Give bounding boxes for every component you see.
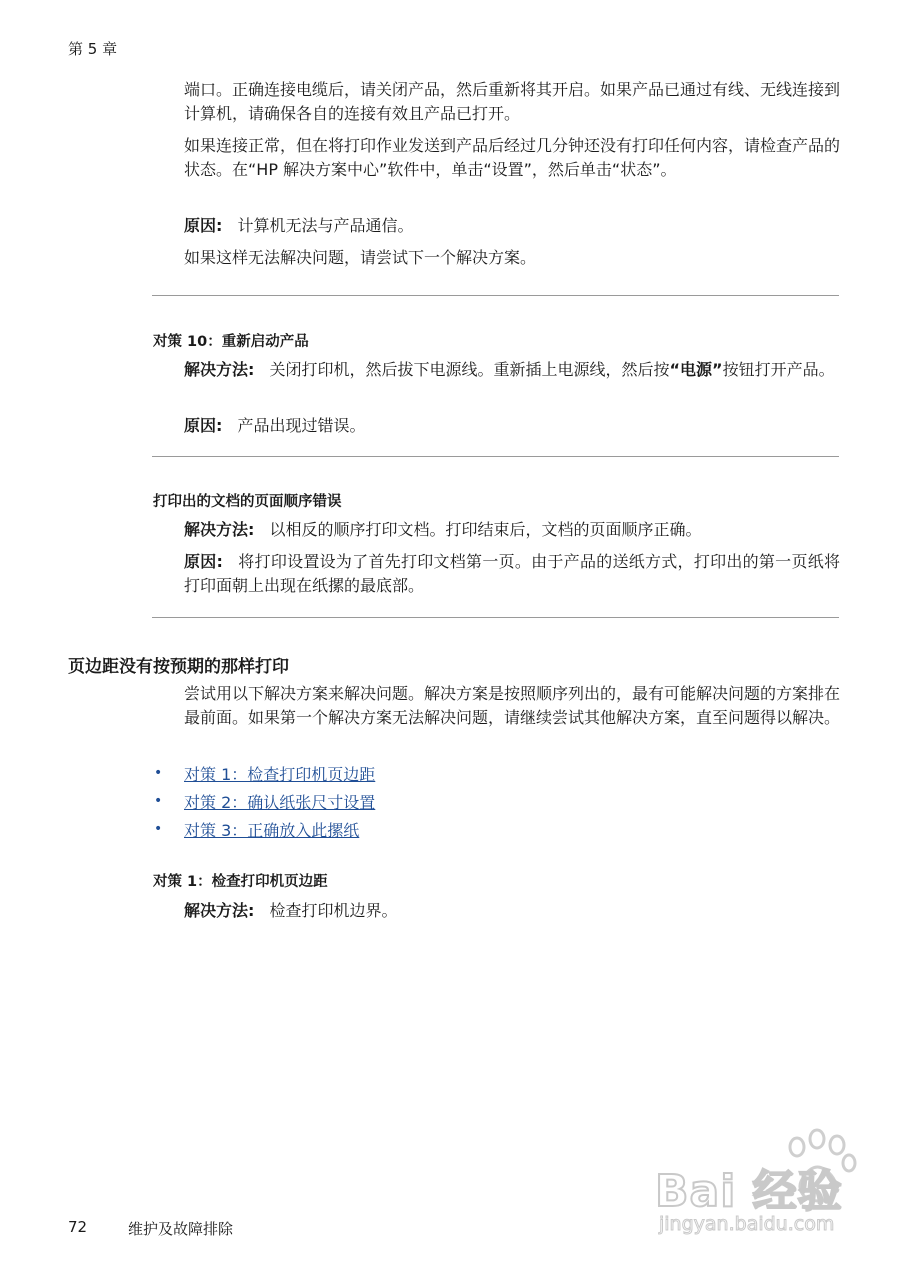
page-number: 72 <box>68 1218 88 1236</box>
solution-text: 以相反的顺序打印文档。打印结束后，文档的页面顺序正确。 <box>269 520 702 539</box>
footer-title: 维护及故障排除 <box>128 1220 234 1238</box>
power-button-name: “电源” <box>669 360 723 379</box>
bullet-icon: • <box>154 793 163 809</box>
paragraph-margins-intro: 尝试用以下解决方案来解决问题。解决方案是按照顺序列出的，最有可能解决问题的方案排在最前面。如果第一个解决方案无法解决问题，请继续尝试其他解决方案，直至问题得以解决。 <box>184 684 841 727</box>
solution-text: 检查打印机边界。 <box>269 901 398 920</box>
solution-check-margins <box>184 899 840 923</box>
cause-text: 产品出现过错误。 <box>237 416 366 435</box>
paragraph-try-next: 如果这样无法解决问题，请尝试下一个解决方案。 <box>184 248 537 267</box>
chapter-label: 第 5 章 <box>68 40 118 58</box>
solution-label: 解决方法: <box>184 520 255 539</box>
solution-label: 解决方法: <box>184 360 255 379</box>
cause-line-communication <box>184 214 840 238</box>
divider <box>152 617 839 618</box>
solution-text-end: 按钮打开产品。 <box>722 360 835 379</box>
link-solution-2[interactable]: 对策 2：确认纸张尺寸设置 <box>184 793 376 812</box>
solution-text: 关闭打印机，然后拔下电源线。重新插上电源线，然后按 <box>269 360 670 379</box>
paragraph-connection: 端口。正确连接电缆后，请关闭产品，然后重新将其开启。如果产品已通过有线、无线连接到计算机，请确保各自的连接有效且产品已打开。 <box>184 80 841 123</box>
baidu-jingyan-watermark <box>655 1125 885 1245</box>
cause-text: 计算机无法与产品通信。 <box>237 216 414 235</box>
bullet-icon: • <box>154 821 163 837</box>
cause-line-page-order <box>184 550 840 598</box>
solution-page-order <box>184 518 840 542</box>
solution-label: 解决方法: <box>184 901 255 920</box>
link-solution-3[interactable]: 对策 3：正确放入此摞纸 <box>184 821 360 840</box>
solution-restart <box>184 358 840 382</box>
cause-label: 原因: <box>184 552 223 571</box>
cause-label: 原因: <box>184 416 223 435</box>
link-solution-1[interactable]: 对策 1：检查打印机页边距 <box>184 765 376 784</box>
cause-line-error <box>184 414 840 438</box>
cause-text: 将打印设置设为了首先打印文档第一页。由于产品的送纸方式，打印出的第一页纸将打印面朝上出现在纸摞的最底部。 <box>184 552 840 595</box>
heading-page-order: 打印出的文档的页面顺序错误 <box>153 494 342 510</box>
paragraph-status-check: 如果连接正常，但在将打印作业发送到产品后经过几分钟还没有打印任何内容，请检查产品的状态。在“HP 解决方案中心”软件中，单击“设置”，然后单击“状态”。 <box>184 136 841 179</box>
bullet-icon: • <box>154 765 163 781</box>
watermark-logo-text: Bai 经验 <box>655 1166 843 1217</box>
cause-label: 原因: <box>184 216 223 235</box>
divider <box>152 456 839 457</box>
heading-restart-product: 对策 10：重新启动产品 <box>153 334 309 350</box>
divider <box>152 295 839 296</box>
watermark-url: jingyan.baidu.com <box>659 1213 835 1235</box>
heading-check-margins: 对策 1：检查打印机页边距 <box>153 874 328 890</box>
heading-margins: 页边距没有按预期的那样打印 <box>68 657 289 677</box>
